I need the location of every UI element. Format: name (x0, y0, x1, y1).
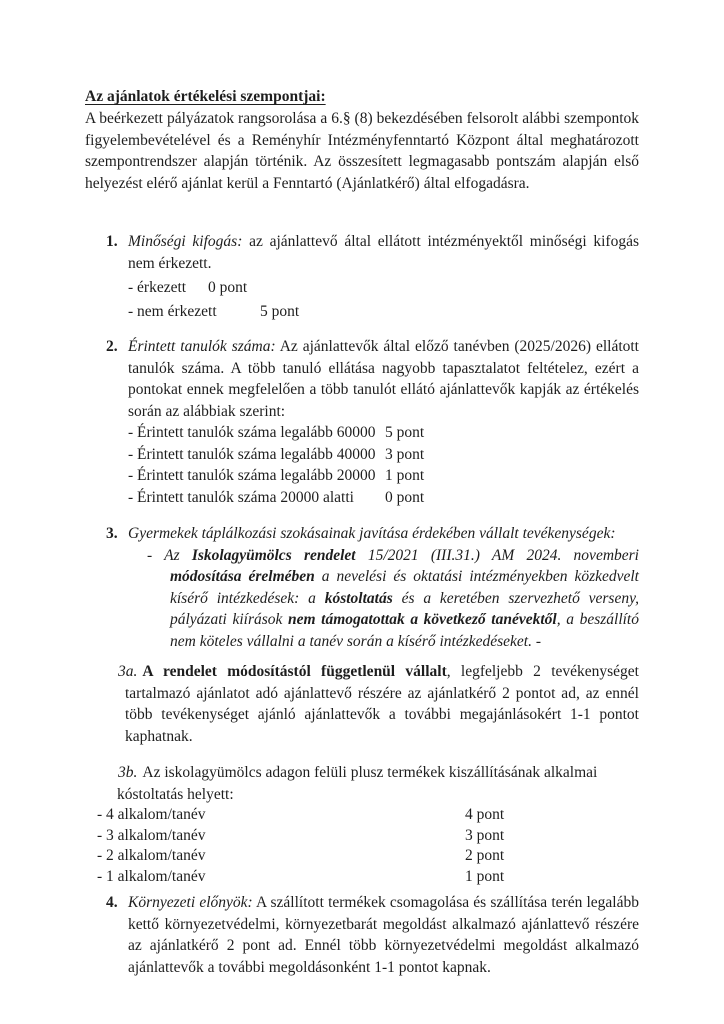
option-row (128, 422, 639, 444)
option-points: 5 pont (260, 302, 300, 320)
option-points: 5 pont (385, 424, 425, 441)
criterion-number: 3b. (118, 764, 138, 781)
criterion-item-4 (85, 892, 639, 978)
criterion-text: az ajánlattevő által ellátott intézményektől minőségi kifogás nem érkezett. (128, 233, 639, 272)
option-label: - nem érkezett (128, 302, 217, 320)
option-label: - Érintett tanulók száma legalább 40000 (128, 445, 376, 463)
option-points: 1 pont (385, 467, 425, 484)
criterion-number: 3a. (118, 663, 138, 680)
option-row (97, 846, 639, 867)
bullet-run: a nevelési és oktatási intézményekben közkedvelt kísérő intézkedések: a (170, 568, 639, 607)
option-label: - 4 alkalom/tanév (97, 806, 206, 823)
option-row (128, 277, 639, 299)
criterion-item-3a (85, 661, 639, 747)
criterion-item-1 (85, 231, 639, 322)
option-points: 3 pont (465, 826, 505, 844)
option-row (128, 444, 639, 466)
intro-paragraph: A beérkezett pályázatok rangsorolása a 6.§ (8) bekezdésében felsorolt alábbi szempontok figyelembevételével és a Reményhír Intézményfenntartó Központ által meghatározott szempontrendszer alapján történik. Az összesített legmagasabb pontszám alapján első helyezést elérő ajánlat kerül a Fenntartó (Ajánlatkérő) által elfogadásra. (85, 110, 639, 192)
option-row (97, 805, 639, 826)
option-row (97, 867, 639, 888)
criterion-item-3b (85, 762, 639, 887)
bullet-run: módosítása érelmében (170, 568, 315, 585)
criterion-number: 2. (106, 338, 118, 355)
criterion-3b-heading (85, 762, 639, 805)
criterion-label: Érintett tanulók száma: (128, 338, 276, 355)
criterion-bold-text: A rendelet módosítástól függetlenül vállalt (142, 663, 447, 680)
criterion-text: , legfeljebb 2 tevékenységet tartalmazó ajánlatot adó ajánlattevő részére az ajánlatkérő 2 pontot ad, az ennél több tevékenységet ajánló ajánlattevők a további megajánlásokért 1-1 pontot kaphatnak. (125, 663, 639, 745)
criterion-number: 1. (106, 233, 118, 250)
option-label: - 3 alkalom/tanév (97, 826, 206, 844)
option-row (128, 301, 639, 323)
option-row (128, 465, 639, 487)
bullet-run: és a keretében szervezhető verseny, pályázati kiírások (170, 589, 639, 628)
option-row (128, 487, 639, 509)
criterion-label: Környezeti előnyök: (128, 894, 253, 911)
option-points: 2 pont (465, 847, 505, 864)
criterion-item-2 (85, 336, 639, 508)
criterion-3-bullet (128, 545, 639, 653)
bullet-run: , a beszállító nem köteles vállalni a tanév során a kísérő intézkedéseket. - (170, 611, 639, 650)
option-label: - érkezett (128, 278, 187, 296)
option-points: 3 pont (385, 445, 425, 463)
option-points: 4 pont (465, 806, 505, 823)
criterion-text: Az ajánlattevők által előző tanévben (2025/2026) ellátott tanulók száma. A több tanuló ellátása nagyobb tapasztalatot feltételez, ezért a pontokat ennek megfelelően a több tanulót ellátó ajánlattevők kapják az értékelés során az alábbiak szerint: (128, 338, 639, 420)
bullet-run: Iskolagyümölcs rendelet (191, 546, 356, 564)
criterion-item-3 (85, 523, 639, 652)
bullet-run: kóstoltatás (324, 589, 393, 607)
bullet-run: nem támogatottak a következő tanévektől (288, 611, 557, 628)
option-label: - 1 alkalom/tanév (97, 867, 206, 885)
option-label: - Érintett tanulók száma 20000 alatti (128, 488, 354, 506)
option-label: - Érintett tanulók száma legalább 60000 (128, 424, 376, 441)
bullet-run: - Az (147, 546, 192, 564)
criterion-number: 3. (106, 525, 118, 542)
bullet-run: 15/2021 (III.31.) AM 2024. novemberi (355, 546, 639, 564)
option-label: - Érintett tanulók száma legalább 20000 (128, 467, 376, 484)
option-points: 1 pont (465, 867, 505, 885)
page-title: Az ajánlatok értékelési szempontjai: (85, 88, 326, 105)
criterion-label: Gyermekek táplálkozási szokásainak javítása érdekében vállalt tevékenységek: (128, 525, 616, 542)
criterion-text: A szállított termékek csomagolása és szállítása terén legalább kettő környezetvédelmi, környezetbarát megoldást alkalmazó ajánlattevő részére az ajánlatkérő 2 pont ad. Ennél több környezetvédelmi megoldást alkalmazó ajánlattevők a további megoldásonként 1-1 pontot kapnak. (128, 894, 639, 976)
criterion-label: Minőségi kifogás: (128, 233, 243, 250)
option-points: 0 pont (385, 488, 425, 506)
option-row (97, 826, 639, 847)
criterion-number: 4. (106, 894, 118, 911)
criterion-text: Az iskolagyümölcs adagon felüli plusz termékek kiszállításának alkalmai kóstoltatás helyett: (117, 764, 598, 803)
option-label: - 2 alkalom/tanév (97, 847, 206, 864)
option-points: 0 pont (208, 278, 248, 296)
